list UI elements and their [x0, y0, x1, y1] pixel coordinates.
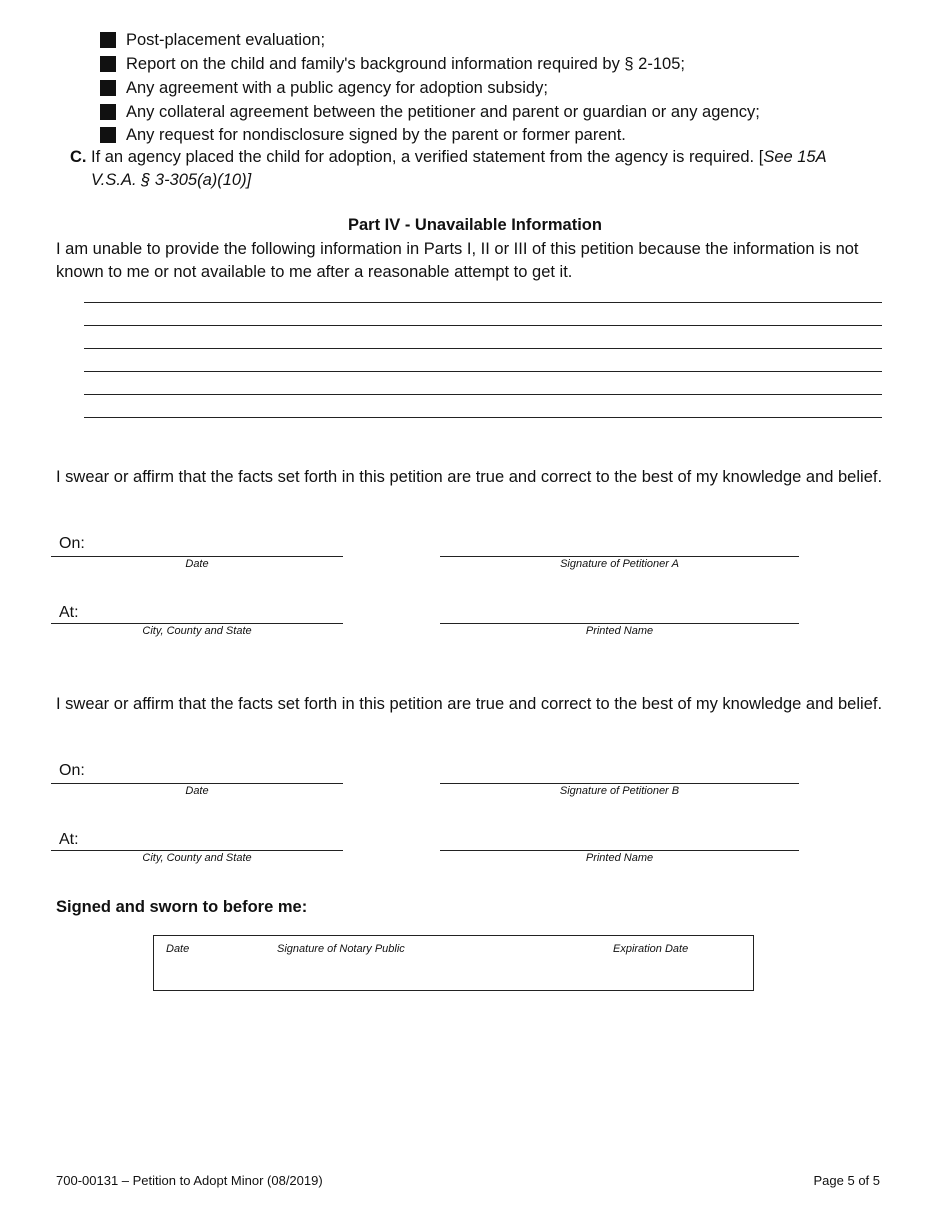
printed-name-field-b[interactable] [440, 850, 799, 851]
signature-caption-a: Signature of Petitioner A [560, 558, 679, 570]
printed-name-caption: Printed Name [585, 625, 654, 637]
footer-page-number: Page 5 of 5 [813, 1173, 880, 1188]
date-field-b[interactable] [51, 783, 343, 784]
item-c-text: If an agency placed the child for adoption, a verified statement from the agency is required. [ [91, 148, 764, 166]
signature-field-a[interactable] [440, 556, 799, 557]
checklist-item-text: Any request for nondisclosure signed by the parent or former parent. [126, 125, 626, 144]
unavailable-info-line[interactable] [84, 302, 882, 303]
square-bullet-icon [100, 56, 116, 72]
item-c [70, 146, 870, 192]
part4-intro: I am unable to provide the following information in Parts I, II or III of this petition because the information is not known to me or not available to me after a reasonable attempt to get it. [56, 240, 859, 281]
checklist-item [100, 101, 760, 123]
date-caption: Date [185, 558, 209, 570]
checklist-item [100, 77, 548, 99]
item-c-citation: See 15A V.S.A. § 3-305(a)(10)] [91, 148, 827, 189]
place-caption: City, County and State [142, 625, 252, 637]
date-caption: Date [185, 785, 209, 797]
on-label: On: [59, 762, 85, 779]
notary-expiration-caption: Expiration Date [613, 943, 689, 955]
checklist-item-text: Any collateral agreement between the petitioner and parent or guardian or any agency; [126, 102, 760, 121]
unavailable-info-line[interactable] [84, 325, 882, 326]
place-field-a[interactable] [51, 623, 343, 624]
at-label: At: [59, 831, 79, 848]
place-field-b[interactable] [51, 850, 343, 851]
checklist-item [100, 124, 626, 146]
signature-caption-b: Signature of Petitioner B [559, 785, 680, 797]
place-caption: City, County and State [142, 852, 252, 864]
checklist-item-text: Any agreement with a public agency for adoption subsidy; [126, 78, 548, 97]
unavailable-info-line[interactable] [84, 371, 882, 372]
square-bullet-icon [100, 127, 116, 143]
oath-petitioner-b: I swear or affirm that the facts set forth in this petition are true and correct to the best of my knowledge and belief. [56, 695, 883, 713]
part4-heading: Part IV - Unavailable Information [348, 216, 602, 234]
notary-heading: Signed and sworn to before me: [56, 898, 308, 916]
date-field-a[interactable] [51, 556, 343, 557]
square-bullet-icon [100, 104, 116, 120]
notary-box[interactable] [153, 935, 754, 991]
printed-name-caption: Printed Name [585, 852, 654, 864]
printed-name-field-a[interactable] [440, 623, 799, 624]
checklist-item-text: Report on the child and family's background information required by § 2-105; [126, 54, 685, 73]
checklist-item [100, 29, 325, 51]
notary-signature-caption: Signature of Notary Public [277, 943, 405, 955]
notary-date-caption: Date [166, 943, 190, 955]
unavailable-info-line[interactable] [84, 394, 882, 395]
checklist-item [100, 53, 685, 75]
at-label: At: [59, 604, 79, 621]
item-c-letter: C. [70, 148, 87, 166]
square-bullet-icon [100, 80, 116, 96]
oath-petitioner-a: I swear or affirm that the facts set forth in this petition are true and correct to the best of my knowledge and belief. [56, 468, 883, 486]
square-bullet-icon [100, 32, 116, 48]
checklist-item-text: Post-placement evaluation; [126, 30, 326, 49]
on-label: On: [59, 535, 85, 552]
signature-field-b[interactable] [440, 783, 799, 784]
footer-form-id: 700-00131 – Petition to Adopt Minor (08/2019) [56, 1173, 323, 1188]
unavailable-info-line[interactable] [84, 348, 882, 349]
unavailable-info-line[interactable] [84, 417, 882, 418]
